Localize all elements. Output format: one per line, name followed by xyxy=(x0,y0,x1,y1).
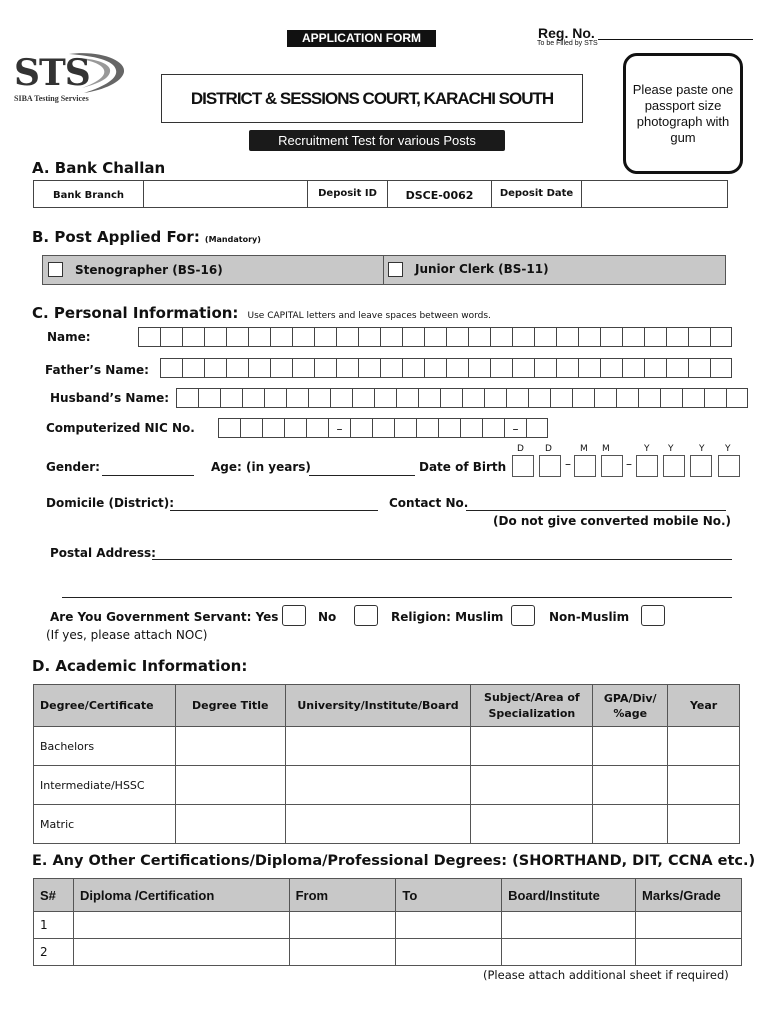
section-post-heading xyxy=(32,227,261,246)
junior-clerk-checkbox[interactable] xyxy=(388,262,403,277)
char-box[interactable] xyxy=(462,388,484,408)
age-label: Age: (in years) xyxy=(211,460,311,474)
section-other-heading: E. Any Other Certifications/Diploma/Professional Degrees: (SHORTHAND, DIT, CCNA etc.) xyxy=(32,853,756,869)
char-box[interactable] xyxy=(704,388,726,408)
academic-input-cell[interactable] xyxy=(593,766,668,805)
char-box[interactable] xyxy=(270,327,292,347)
religion-non-muslim-checkbox[interactable] xyxy=(641,605,665,626)
academic-input-cell[interactable] xyxy=(285,766,471,805)
cert-input-cell[interactable] xyxy=(73,912,289,939)
personal-instruction: Use CAPITAL letters and leave spaces between words. xyxy=(247,311,491,321)
dob-label: Date of Birth xyxy=(419,460,507,474)
contact-note: (Do not give converted mobile No.) xyxy=(493,514,732,528)
deposit-id-label: Deposit ID xyxy=(308,181,388,207)
post-heading-text: B. Post Applied For: xyxy=(32,228,200,246)
certifications-header-row xyxy=(34,879,742,912)
stenographer-checkbox[interactable] xyxy=(48,262,63,277)
reg-no-note: To be Filled by STS xyxy=(537,40,598,47)
section-bank-heading: A. Bank Challan xyxy=(32,159,166,177)
char-box[interactable] xyxy=(594,388,616,408)
char-box[interactable] xyxy=(270,358,292,378)
char-box[interactable] xyxy=(710,327,732,347)
char-box[interactable] xyxy=(484,388,506,408)
char-box[interactable] xyxy=(440,388,462,408)
academic-col-university: University/Institute/Board xyxy=(285,685,471,727)
char-box[interactable] xyxy=(578,358,600,378)
dob-year-3[interactable] xyxy=(690,455,712,477)
cert-input-cell[interactable] xyxy=(289,939,396,966)
char-box[interactable] xyxy=(330,388,352,408)
cert-col-board: Board/Institute xyxy=(502,879,636,912)
cert-input-cell[interactable] xyxy=(502,939,636,966)
dob-sep-1: – xyxy=(565,457,571,471)
deposit-id-value[interactable]: DSCE-0062 xyxy=(388,181,492,207)
char-box[interactable] xyxy=(380,358,402,378)
char-box[interactable] xyxy=(160,358,182,378)
gender-label: Gender: xyxy=(46,460,100,474)
char-box[interactable] xyxy=(622,358,644,378)
cert-input-cell[interactable] xyxy=(396,939,502,966)
academic-input-cell[interactable] xyxy=(668,766,740,805)
table-row xyxy=(34,912,742,939)
char-box[interactable] xyxy=(176,388,198,408)
deposit-date-field[interactable] xyxy=(582,181,727,207)
char-box[interactable] xyxy=(292,358,314,378)
stenographer-label: Stenographer (BS-16) xyxy=(75,263,223,277)
gender-field[interactable] xyxy=(102,462,194,476)
char-box[interactable] xyxy=(688,358,710,378)
govt-servant-label: Are You Government Servant: Yes xyxy=(50,610,279,624)
cnic-digit-box[interactable] xyxy=(460,418,482,438)
govt-no-label: No xyxy=(318,610,337,624)
husband-name-boxes[interactable] xyxy=(176,388,748,408)
deposit-date-label: Deposit Date xyxy=(492,181,582,207)
academic-table xyxy=(33,684,740,844)
mandatory-note: (Mandatory) xyxy=(204,235,261,244)
contact-field[interactable] xyxy=(466,497,726,511)
non-muslim-label: Non-Muslim xyxy=(549,610,630,624)
char-box[interactable] xyxy=(446,358,468,378)
char-box[interactable] xyxy=(534,327,556,347)
govt-yes-checkbox[interactable] xyxy=(282,605,306,626)
cnic-digit-box[interactable] xyxy=(394,418,416,438)
postal-field-2[interactable] xyxy=(62,584,732,598)
cert-row-number: 2 xyxy=(34,939,74,966)
cnic-digit-box[interactable] xyxy=(240,418,262,438)
char-box[interactable] xyxy=(358,358,380,378)
dob-letter-y1: Y xyxy=(644,444,650,454)
char-box[interactable] xyxy=(556,358,578,378)
logo-subtext: SIBA Testing Services xyxy=(14,94,89,103)
academic-input-cell[interactable] xyxy=(471,805,593,844)
char-box[interactable] xyxy=(644,358,666,378)
char-box[interactable] xyxy=(182,327,204,347)
char-box[interactable] xyxy=(512,358,534,378)
char-box[interactable] xyxy=(490,327,512,347)
academic-input-cell[interactable] xyxy=(175,727,285,766)
photo-note: Please paste one passport size photograph with gum xyxy=(632,81,734,145)
char-box[interactable] xyxy=(534,358,556,378)
char-box[interactable] xyxy=(468,358,490,378)
academic-header-row xyxy=(34,685,740,727)
academic-row-label: Matric xyxy=(34,805,176,844)
dob-day-1[interactable] xyxy=(512,455,534,477)
cnic-digit-box[interactable] xyxy=(262,418,284,438)
personal-heading-text: C. Personal Information: xyxy=(32,304,239,322)
char-box[interactable] xyxy=(666,358,688,378)
academic-col-title: Degree Title xyxy=(175,685,285,727)
dob-sep-2: – xyxy=(626,457,632,471)
char-box[interactable] xyxy=(352,388,374,408)
dob-boxes[interactable] xyxy=(512,455,744,477)
dob-letter-m1: M xyxy=(580,444,588,454)
cnic-boxes[interactable] xyxy=(218,418,548,438)
cert-col-to: To xyxy=(396,879,502,912)
char-box[interactable] xyxy=(666,327,688,347)
govt-no-checkbox[interactable] xyxy=(354,605,378,626)
char-box[interactable] xyxy=(402,358,424,378)
dob-year-4[interactable] xyxy=(718,455,740,477)
dob-day-2[interactable] xyxy=(539,455,561,477)
sts-logo xyxy=(14,50,129,110)
char-box[interactable] xyxy=(512,327,534,347)
char-box[interactable] xyxy=(336,327,358,347)
academic-col-subject: Subject/Area of Specialization xyxy=(471,685,593,727)
cert-input-cell[interactable] xyxy=(396,912,502,939)
cnic-dash: – xyxy=(328,418,350,438)
reg-no-label: Reg. No. xyxy=(538,25,595,41)
postal-field-1[interactable] xyxy=(152,546,732,560)
court-title: DISTRICT & SESSIONS COURT, KARACHI SOUTH xyxy=(161,74,583,123)
academic-input-cell[interactable] xyxy=(593,805,668,844)
cert-input-cell[interactable] xyxy=(636,939,742,966)
char-box[interactable] xyxy=(198,388,220,408)
cnic-digit-box[interactable] xyxy=(526,418,548,438)
dob-year-1[interactable] xyxy=(636,455,658,477)
char-box[interactable] xyxy=(160,327,182,347)
dob-letter-y2: Y xyxy=(668,444,674,454)
table-row xyxy=(34,727,740,766)
char-box[interactable] xyxy=(572,388,594,408)
form-title: APPLICATION FORM xyxy=(287,30,436,47)
char-box[interactable] xyxy=(242,388,264,408)
postal-label: Postal Address: xyxy=(50,546,156,560)
father-name-boxes[interactable] xyxy=(160,358,732,378)
bank-branch-field[interactable] xyxy=(144,181,308,207)
academic-row-label: Intermediate/HSSC xyxy=(34,766,176,805)
char-box[interactable] xyxy=(402,327,424,347)
table-row xyxy=(34,766,740,805)
char-box[interactable] xyxy=(264,388,286,408)
cert-col-from: From xyxy=(289,879,396,912)
char-box[interactable] xyxy=(506,388,528,408)
cnic-digit-box[interactable] xyxy=(372,418,394,438)
contact-label: Contact No. xyxy=(389,496,469,510)
academic-input-cell[interactable] xyxy=(175,766,285,805)
char-box[interactable] xyxy=(396,388,418,408)
cert-col-diploma: Diploma /Certification xyxy=(73,879,289,912)
char-box[interactable] xyxy=(292,327,314,347)
char-box[interactable] xyxy=(688,327,710,347)
academic-input-cell[interactable] xyxy=(668,727,740,766)
cert-col-sno: S# xyxy=(34,879,74,912)
cnic-digit-box[interactable] xyxy=(438,418,460,438)
char-box[interactable] xyxy=(308,388,330,408)
religion-label: Religion: Muslim xyxy=(391,610,504,624)
char-box[interactable] xyxy=(424,358,446,378)
noc-note: (If yes, please attach NOC) xyxy=(46,628,208,642)
cert-col-marks: Marks/Grade xyxy=(636,879,742,912)
char-box[interactable] xyxy=(248,327,270,347)
cert-input-cell[interactable] xyxy=(502,912,636,939)
char-box[interactable] xyxy=(726,388,748,408)
char-box[interactable] xyxy=(358,327,380,347)
char-box[interactable] xyxy=(220,388,242,408)
additional-sheet-note: (Please attach additional sheet if required) xyxy=(483,968,729,982)
cnic-dash: – xyxy=(504,418,526,438)
junior-clerk-label: Junior Clerk (BS-11) xyxy=(415,262,549,276)
char-box[interactable] xyxy=(446,327,468,347)
religion-muslim-checkbox[interactable] xyxy=(511,605,535,626)
char-box[interactable] xyxy=(622,327,644,347)
academic-input-cell[interactable] xyxy=(471,766,593,805)
char-box[interactable] xyxy=(314,358,336,378)
char-box[interactable] xyxy=(468,327,490,347)
char-box[interactable] xyxy=(710,358,732,378)
post-divider xyxy=(383,256,384,284)
cert-input-cell[interactable] xyxy=(73,939,289,966)
domicile-label: Domicile (District): xyxy=(46,496,175,510)
cert-input-cell[interactable] xyxy=(289,912,396,939)
dob-letter-y4: Y xyxy=(725,444,731,454)
post-options-row xyxy=(42,255,726,285)
section-academic-heading: D. Academic Information: xyxy=(32,657,248,675)
dob-month-1[interactable] xyxy=(574,455,596,477)
father-name-label: Father’s Name: xyxy=(45,363,149,377)
char-box[interactable] xyxy=(660,388,682,408)
subtitle: Recruitment Test for various Posts xyxy=(249,130,505,151)
char-box[interactable] xyxy=(578,327,600,347)
bank-branch-label: Bank Branch xyxy=(34,181,144,207)
char-box[interactable] xyxy=(336,358,358,378)
char-box[interactable] xyxy=(600,358,622,378)
academic-input-cell[interactable] xyxy=(285,727,471,766)
cnic-label: Computerized NIC No. xyxy=(46,421,195,435)
cnic-digit-box[interactable] xyxy=(284,418,306,438)
char-box[interactable] xyxy=(600,327,622,347)
academic-input-cell[interactable] xyxy=(285,805,471,844)
char-box[interactable] xyxy=(286,388,308,408)
academic-col-degree: Degree/Certificate xyxy=(34,685,176,727)
dob-letter-m2: M xyxy=(602,444,610,454)
char-box[interactable] xyxy=(374,388,396,408)
logo-text: STS xyxy=(14,52,90,94)
char-box[interactable] xyxy=(644,327,666,347)
char-box[interactable] xyxy=(204,327,226,347)
cert-input-cell[interactable] xyxy=(636,912,742,939)
dob-month-2[interactable] xyxy=(601,455,623,477)
academic-input-cell[interactable] xyxy=(471,727,593,766)
char-box[interactable] xyxy=(550,388,572,408)
reg-no-field[interactable] xyxy=(598,27,753,40)
academic-col-year: Year xyxy=(668,685,740,727)
cnic-digit-box[interactable] xyxy=(218,418,240,438)
dob-letter-d2: D xyxy=(545,444,552,454)
char-box[interactable] xyxy=(682,388,704,408)
cnic-digit-box[interactable] xyxy=(482,418,504,438)
char-box[interactable] xyxy=(528,388,550,408)
char-box[interactable] xyxy=(204,358,226,378)
char-box[interactable] xyxy=(314,327,336,347)
char-box[interactable] xyxy=(418,388,440,408)
char-box[interactable] xyxy=(138,327,160,347)
char-box[interactable] xyxy=(248,358,270,378)
academic-row-label: Bachelors xyxy=(34,727,176,766)
char-box[interactable] xyxy=(226,358,248,378)
cnic-digit-box[interactable] xyxy=(416,418,438,438)
char-box[interactable] xyxy=(380,327,402,347)
academic-input-cell[interactable] xyxy=(668,805,740,844)
cnic-digit-box[interactable] xyxy=(306,418,328,438)
name-boxes[interactable] xyxy=(138,327,732,347)
bank-challan-row xyxy=(33,180,728,208)
char-box[interactable] xyxy=(490,358,512,378)
name-label: Name: xyxy=(47,330,91,344)
table-row xyxy=(34,939,742,966)
char-box[interactable] xyxy=(182,358,204,378)
dob-year-2[interactable] xyxy=(663,455,685,477)
char-box[interactable] xyxy=(226,327,248,347)
photo-box[interactable] xyxy=(623,53,743,174)
section-personal-heading xyxy=(32,303,491,322)
academic-input-cell[interactable] xyxy=(175,805,285,844)
dob-letter-y3: Y xyxy=(699,444,705,454)
academic-col-gpa: GPA/Div/ %age xyxy=(593,685,668,727)
char-box[interactable] xyxy=(556,327,578,347)
domicile-field[interactable] xyxy=(170,497,378,511)
academic-input-cell[interactable] xyxy=(593,727,668,766)
cert-row-number: 1 xyxy=(34,912,74,939)
cnic-digit-box[interactable] xyxy=(350,418,372,438)
husband-name-label: Husband’s Name: xyxy=(50,391,170,405)
table-row xyxy=(34,805,740,844)
char-box[interactable] xyxy=(638,388,660,408)
certifications-table xyxy=(33,878,742,966)
char-box[interactable] xyxy=(616,388,638,408)
dob-letter-d1: D xyxy=(517,444,524,454)
char-box[interactable] xyxy=(424,327,446,347)
age-field[interactable] xyxy=(309,462,415,476)
